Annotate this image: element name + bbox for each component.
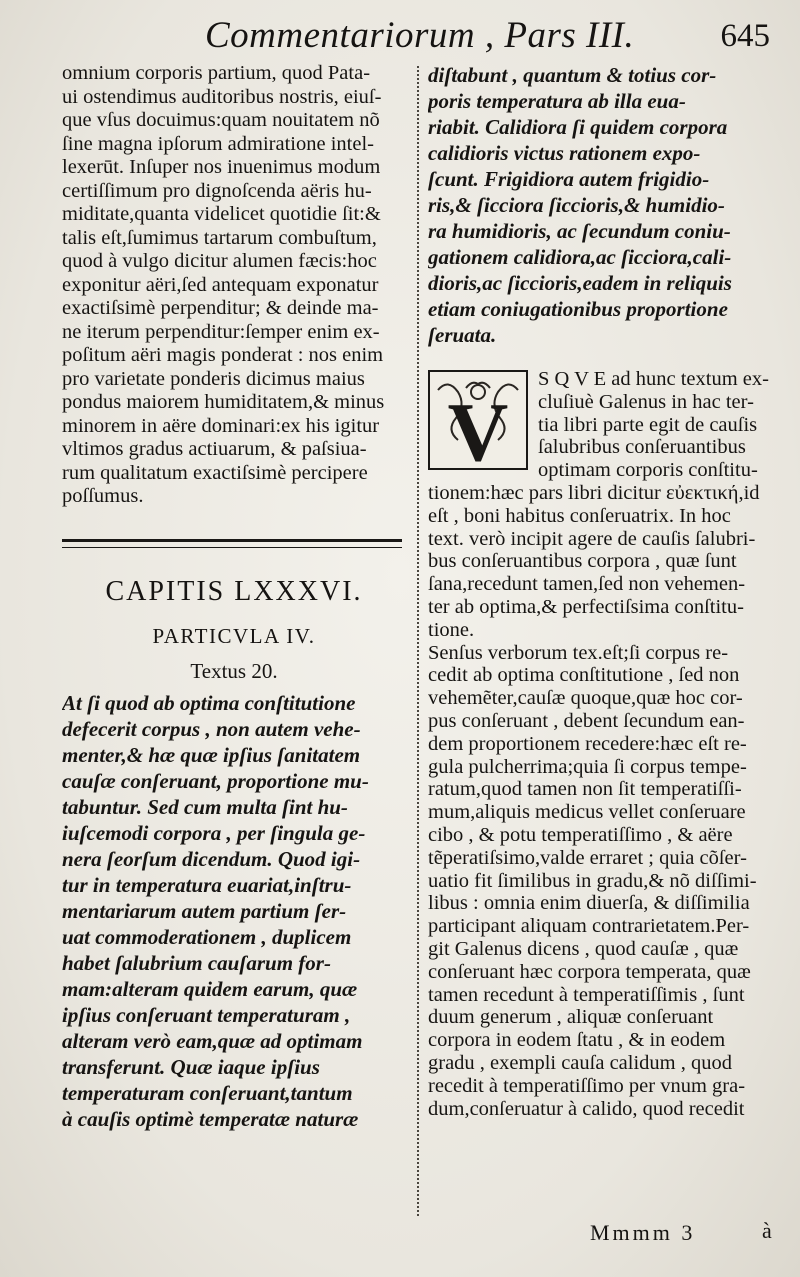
text-line: ris,& ſicciora ſiccioris,& humidio-	[428, 193, 725, 217]
text-line: vltimos gradus actiuarum, & paſsiua-	[62, 438, 367, 460]
text-line: ter ab optima,& perfectiſsima conſtitu-	[428, 595, 744, 618]
text-line: S Q V E ad hunc textum ex-	[538, 368, 769, 390]
text-line: ipſius conſeruant temperaturam ,	[62, 1002, 351, 1027]
text-line: nera ſeorſum dicendum. Quod igi-	[62, 846, 361, 871]
text-line: mentariarum autem partium ſer-	[62, 898, 347, 923]
text-line: vehemẽter,cauſæ quoque,quæ hoc cor-	[428, 687, 743, 710]
text-line: minorem in aëre dominari:ex his igitur	[62, 414, 380, 437]
text-line: pus conſeruant , debent ſecundum ean-	[428, 709, 745, 732]
text-line: poſitum aëri magis ponderat : nos enim	[62, 344, 384, 366]
text-line: tur in temperatura euariat,inſtru-	[62, 872, 352, 897]
text-line: uat commoderationem , duplicem	[62, 924, 352, 949]
text-line: diſtabunt , quantum & totius cor-	[428, 63, 717, 87]
text-line: ui ostendimus auditoribus nostris, eiuſ-	[62, 85, 382, 108]
text-line: tia libri parte egit de cauſis	[538, 413, 758, 436]
text-line: bus conſeruantibus corpora , quæ ſunt	[428, 550, 737, 573]
chapter-rule	[62, 539, 402, 548]
text-line: corpora in eodem ſtatu , & in eodem	[428, 1029, 726, 1052]
text-line: eſt , boni habitus conſeruatrix. In hoc	[428, 504, 731, 527]
text-line: riabit. Calidiora ſi quidem corpora	[428, 115, 728, 139]
text-line: ſeruata.	[428, 323, 497, 347]
text-line: ne iterum perpenditur:ſemper enim ex-	[62, 320, 380, 343]
text-line: certiſſimum pro dignoſcenda aëris hu-	[62, 179, 372, 202]
text-line: participant aliquam contrarietatem.Per-	[428, 915, 750, 938]
text-line: tione.	[428, 618, 475, 641]
text-line: poris temperatura ab illa eua-	[428, 89, 686, 113]
text-line: tẽperatiſsimo,valde erraret ; quia cõſer-	[428, 846, 747, 869]
text-line: conſeruant hæc corpora temperata, quæ	[428, 960, 751, 983]
text-line: gationem calidiora,ac ſicciora,cali-	[428, 245, 732, 269]
text-line: gradu , exempli cauſa calidum , quod	[428, 1051, 732, 1074]
signature-mark: Mmmm 3	[590, 1220, 696, 1245]
text-line: defecerit corpus , non autem vehe-	[62, 716, 361, 741]
text-line: pondus maiorem humiditatem,& minus	[62, 391, 385, 413]
text-line: cibo , & potu temperatiſſimo , & aëre	[428, 823, 733, 846]
text-line: ſine magna ipſorum admiratione intel-	[62, 132, 374, 155]
text-line: poſſumus.	[62, 485, 144, 507]
chapter-title: CAPITIS LXXXVI.	[105, 575, 363, 607]
text-line: temperaturam conſeruant,tantum	[62, 1080, 353, 1105]
textus-heading: Textus 20.	[190, 658, 278, 683]
text-line: ſcunt. Frigidiora autem frigidio-	[428, 167, 710, 191]
left-column	[62, 62, 406, 1132]
text-line: habet ſalubrium cauſarum for-	[62, 950, 331, 975]
text-line: menter,& hæ quæ ipſius ſanitatem	[62, 742, 361, 767]
text-line: uatio fit ſimilibus in gradu,& nõ diſſimi-	[428, 869, 757, 892]
text-line: ra humidioris, ac ſecundum coniu-	[428, 219, 731, 243]
text-line: ſalubribus conſeruantibus	[538, 436, 746, 459]
commentary-body	[428, 482, 783, 1120]
page-number: 645	[720, 18, 770, 54]
text-line: mum,aliquis medicus vellet conſeruare	[428, 801, 746, 824]
textus-body	[62, 690, 406, 1132]
text-line: libus : omnia enim diuerſa, & diſſimilia	[428, 892, 750, 915]
text-line: à cauſis optimè temperatæ naturæ	[62, 1106, 359, 1131]
text-line: alteram verò eam,quæ ad optimam	[62, 1028, 363, 1053]
text-line: transferunt. Quæ iaque ipſius	[62, 1054, 320, 1079]
running-head: Commentariorum , Pars III.	[205, 15, 635, 56]
text-line: que vſus docuimus:quam nouitatem nõ	[62, 109, 380, 131]
text-line: etiam coniugationibus proportione	[428, 297, 728, 321]
text-line: cauſæ conſeruant, proportione mu-	[62, 768, 369, 793]
text-line: dem proportionem recedere:hæc eſt re-	[428, 732, 747, 755]
text-line: quod à vulgo dicitur alumen fæcis:hoc	[62, 250, 377, 272]
text-line: cluſiuè Galenus in hac ter-	[538, 390, 754, 413]
text-line: At ſi quod ab optima conſtitutione	[62, 690, 356, 715]
text-line: tionem:hæc pars libri dicitur εὐεκτική,id	[428, 481, 760, 504]
text-line: omnium corporis partium, quod Pata-	[62, 62, 371, 84]
text-line: exactiſsimè perpenditur; & deinde ma-	[62, 297, 379, 319]
text-line: mam:alteram quidem earum, quæ	[62, 976, 358, 1001]
text-line: ſana,recedunt tamen,ſed non vehemen-	[428, 573, 746, 596]
text-line: lexerūt. Inſuper nos inuenimus modum	[62, 156, 381, 178]
page-header	[0, 12, 800, 62]
text-line: exponitur aëri,ſed antequam exponatur	[62, 273, 379, 296]
text-line: talis eſt,ſumimus tartarum combuſtum,	[62, 226, 377, 249]
text-line: ratum,quod tamen non ſit temperatiſſi-	[428, 778, 742, 801]
text-line: gula pulcherrima;quia ſi corpus tempe-	[428, 755, 747, 778]
text-line: calidioris victus rationem expo-	[428, 141, 701, 165]
column-divider	[417, 66, 419, 1216]
text-line: miditate,quanta videlicet quotidie ſit:&	[62, 203, 381, 225]
catchword: à	[762, 1218, 772, 1243]
right-column	[428, 62, 783, 1120]
text-line: pro varietate ponderis dicimus maius	[62, 367, 365, 390]
left-paragraph-1	[62, 62, 406, 509]
text-line: text. verò incipit agere de cauſis ſalubri-	[428, 527, 756, 550]
text-line: optimam corporis conſtitu-	[538, 459, 758, 482]
text-line: duum generum , aliquæ conſeruant	[428, 1006, 714, 1029]
text-line: dum,conſeruatur à calido, quod recedit	[428, 1097, 745, 1120]
text-line: iuſcemodi corpora , per ſingula ge-	[62, 820, 366, 845]
decorated-initial-icon	[428, 370, 528, 470]
svg-text:V: V	[447, 386, 509, 470]
text-line: tamen recedunt à temperatiſſimis , ſunt	[428, 983, 745, 1006]
text-line: git Galenus dicens , quod cauſæ , quæ	[428, 937, 739, 960]
text-line: dioris,ac ſiccioris,eadem in reliquis	[428, 271, 732, 295]
right-italic-paragraph	[428, 62, 783, 348]
text-line: recedit à temperatiſſimo per vnum gra-	[428, 1074, 746, 1097]
commentary-opening	[428, 368, 783, 482]
text-line: rum qualitatum exactiſsimè percipere	[62, 461, 368, 484]
text-line: tabuntur. Sed cum multa ſint hu-	[62, 794, 348, 819]
text-line: cedit ab optima conſtitutione , ſed non	[428, 664, 740, 687]
text-line: Senſus verborum tex.eſt;ſi corpus re-	[428, 641, 729, 664]
particula-heading: PARTICVLA IV.	[152, 623, 316, 648]
